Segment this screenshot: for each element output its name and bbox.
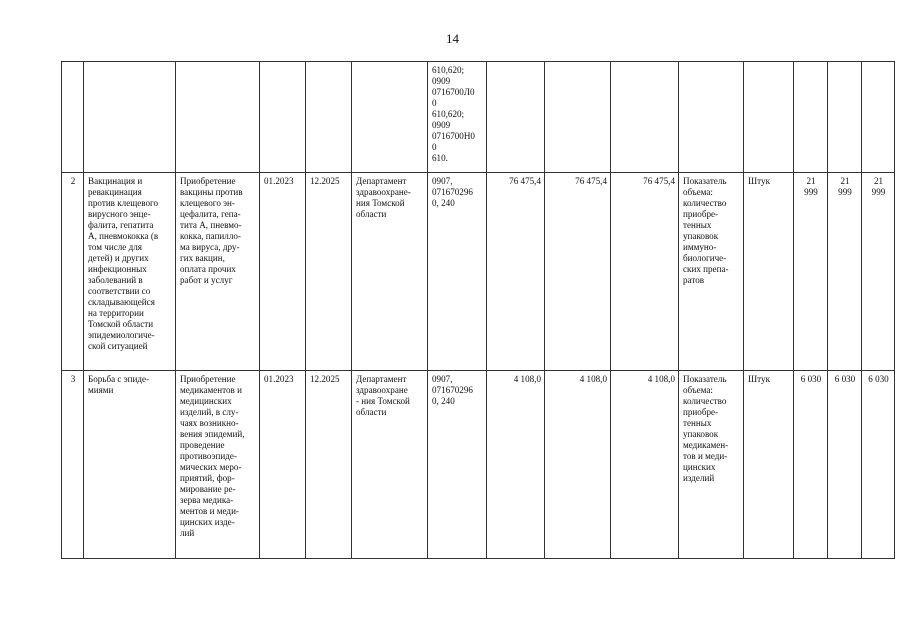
activity-name: Борьба с эпиде- миями — [84, 371, 176, 559]
executor: Департамент здравоохране - ния Томской области — [352, 371, 428, 559]
value-year-1: 6 030 — [794, 371, 828, 559]
funding-year-2: 4 108,0 — [545, 371, 611, 559]
funding-year-2 — [545, 62, 611, 173]
row-number: 3 — [62, 371, 84, 559]
table-row — [62, 173, 895, 371]
funding-year-2: 76 475,4 — [545, 173, 611, 371]
end-date — [306, 62, 352, 173]
unit: Штук — [744, 173, 794, 371]
value-year-2: 6 030 — [828, 371, 862, 559]
table-row — [62, 371, 895, 559]
end-date: 12.2025 — [306, 173, 352, 371]
start-date: 01.2023 — [260, 173, 306, 371]
budget-code: 0907, 071670296 0, 240 — [428, 173, 487, 371]
value-year-3 — [862, 62, 895, 173]
value-year-3: 21 999 — [862, 173, 895, 371]
value-year-3: 6 030 — [862, 371, 895, 559]
indicator — [679, 62, 744, 173]
table-row — [62, 62, 895, 173]
page-number: 14 — [446, 31, 459, 46]
start-date: 01.2023 — [260, 371, 306, 559]
program-activities-table — [61, 61, 895, 559]
indicator: Показатель объема: количество приобре- тенных упаковок иммуно- биологиче- ских препа- ратов — [679, 173, 744, 371]
budget-code: 0907, 071670296 0, 240 — [428, 371, 487, 559]
indicator: Показатель объема: количество приобре- тенных упаковок медикамен- тов и меди- цинских изделий — [679, 371, 744, 559]
end-date: 12.2025 — [306, 371, 352, 559]
activity-description — [176, 62, 260, 173]
unit — [744, 62, 794, 173]
funding-year-1: 76 475,4 — [487, 173, 545, 371]
value-year-2: 21 999 — [828, 173, 862, 371]
funding-year-1 — [487, 62, 545, 173]
row-number — [62, 62, 84, 173]
funding-year-3: 4 108,0 — [611, 371, 679, 559]
unit: Штук — [744, 371, 794, 559]
funding-year-3 — [611, 62, 679, 173]
activity-description: Приобретение медикаментов и медицинских изделий, в слу- чаях возникно- вения эпидемий, проведение противоэпиде- мических меро- приятий, фор- мирование ре- зерва медика- ментов и меди- цинских изде- лий — [176, 371, 260, 559]
start-date — [260, 62, 306, 173]
funding-year-3: 76 475,4 — [611, 173, 679, 371]
value-year-1: 21 999 — [794, 173, 828, 371]
funding-year-1: 4 108,0 — [487, 371, 545, 559]
value-year-1 — [794, 62, 828, 173]
budget-code: 610,620; 0909 0716700Л0 0 610,620; 0909 0716700Н0 0 610. — [428, 62, 487, 173]
activity-name: Вакцинация и ревакцинация против клещевого вирусного энце- фалита, гепатита А, пневмококка (в том числе для детей) и других инфекционных заболеваний в соответствии со складывающейся на территории Томской области эпидемиологиче- ской ситуацией — [84, 173, 176, 371]
executor — [352, 62, 428, 173]
row-number: 2 — [62, 173, 84, 371]
activity-description: Приобретение вакцины против клещевого эн- цефалита, гепа- тита А, пневмо- кокка, папилло- ма вируса, дру- гих вакцин, оплата прочих работ и услуг — [176, 173, 260, 371]
value-year-2 — [828, 62, 862, 173]
activity-name — [84, 62, 176, 173]
executor: Департамент здравоохране- ния Томской области — [352, 173, 428, 371]
